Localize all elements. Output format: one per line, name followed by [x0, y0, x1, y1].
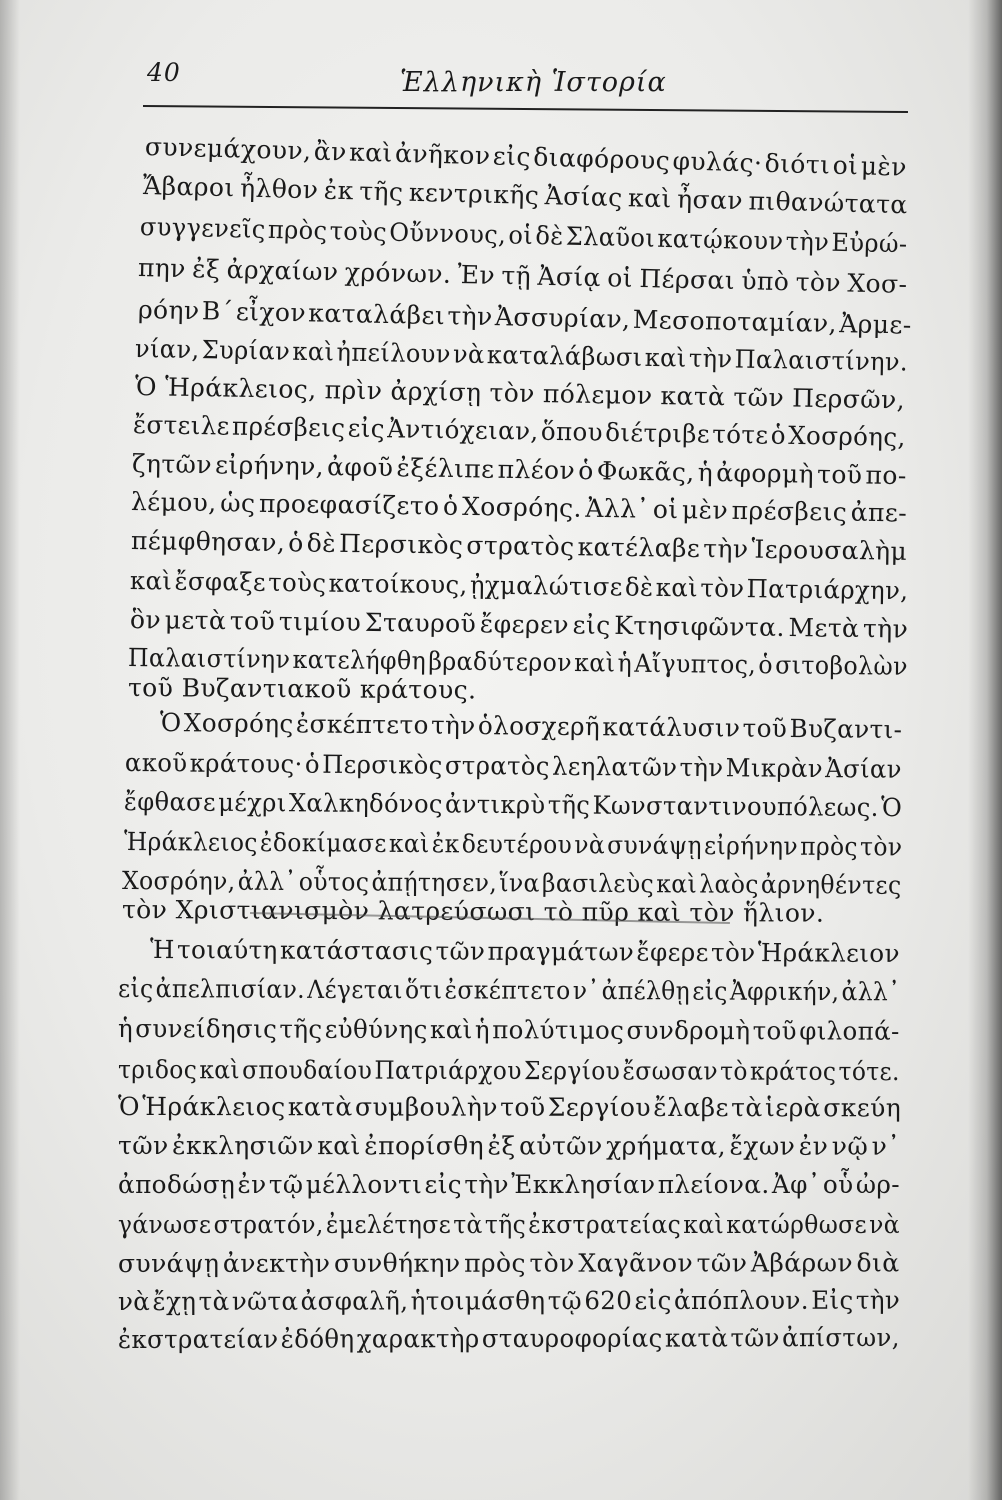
text-line: Ἡράκλειος ἐδοκίμασε καὶ ἐκ δευτέρου νὰ συνάψῃ εἰρήνην πρὸς τὸν: [123, 827, 903, 862]
text-line: νίαν, Συρίαν καὶ ἠπείλουν νὰ καταλάβωσι καὶ τὴν Παλαιστίνην.: [134, 334, 909, 377]
text-line: τὸν Χριστιανισμὸν λατρεύσωσι τὸ πῦρ καὶ τὸν ἥλιον.: [121, 895, 825, 928]
text-line: ἔφθασε μέχρι Χαλκηδόνος ἀντικρὺ τῆς Κωνσταντινουπόλεως. Ὁ: [123, 787, 903, 823]
text-line: ἡ συνείδησις τῆς εὐθύνης καὶ ἡ πολύτιμος συνδρομὴ τοῦ φιλοπά-: [117, 1014, 900, 1046]
text-line: ἐκστρατείαν ἐδόθη χαρακτὴρ σταυροφορίας κατὰ τῶν ἀπίστων,: [117, 1322, 900, 1354]
text-line: τῶν ἐκκλησιῶν καὶ ἐπορίσθη ἐξ αὐτῶν χρήματα, ἔχων ἐν νῷ ν᾽: [117, 1131, 901, 1161]
text-line: τοῦ Βυζαντιακοῦ κράτους.: [127, 673, 477, 705]
text-line: πέμφθησαν, ὁ δὲ Περσικὸς στρατὸς κατέλαβε τὴν Ἱερουσαλὴμ: [130, 526, 908, 566]
text-line: Ὁ Ἡράκλειος, πρὶν ἀρχίσῃ τὸν πόλεμον κατὰ τῶν Περσῶν,: [134, 372, 906, 415]
text-line: Ὁ Χοσρόης ἐσκέπτετο τὴν ὁλοσχερῆ κατάλυσιν τοῦ Βυζαντι-: [159, 708, 903, 745]
text-line: ζητῶν εἰρήνην, ἀφοῦ ἐξέλιπε πλέον ὁ Φωκᾶς, ἡ ἀφορμὴ τοῦ πο-: [131, 449, 907, 491]
text-line: νὰ ἔχῃ τὰ νῶτα ἀσφαλῆ, ἡτοιμάσθη τῷ 620 εἰς ἀπόπλουν. Εἰς τὴν: [117, 1285, 901, 1316]
text-line: ακοῦ κράτους· ὁ Περσικὸς στρατὸς λεηλατῶν τὴν Μικρὰν Ἀσίαν: [124, 748, 902, 784]
text-line: ἀποδώσῃ ἐν τῷ μέλλοντι εἰς τὴν Ἐκκλησίαν πλείονα. Ἀφ᾽ οὗ ὠρ-: [118, 1170, 900, 1199]
text-line: ρόην Β΄ εἶχον καταλάβει τὴν Ἀσσυρίαν, Μεσοποταμίαν, Ἀρμε-: [137, 295, 912, 340]
text-line: καὶ ἔσφαξε τοὺς κατοίκους, ᾐχμαλώτισε δὲ καὶ τὸν Πατριάρχην,: [129, 566, 909, 606]
running-title: Ἑλληνικὴ Ἱστορία: [400, 67, 667, 98]
text-line: Χοσρόην, ἀλλ᾽ οὗτος ἀπῄτησεν, ἵνα βασιλεὺς καὶ λαὸς ἀρνηθέντες: [121, 866, 902, 900]
page-number: 40: [147, 58, 181, 87]
text-line: τριδος καὶ σπουδαίου Πατριάρχου Σεργίου ἔσωσαν τὸ κράτος τότε.: [117, 1055, 900, 1087]
text-line: Παλαιστίνην κατελήφθη βραδύτερον καὶ ἡ Αἴγυπτος, ὁ σιτοβολὼν: [127, 643, 909, 681]
text-line: Ὁ Ἡράκλειος κατὰ συμβουλὴν τοῦ Σεργίου ἔλαβε τὰ ἱερὰ σκεύη: [117, 1092, 902, 1123]
text-line: γάνωσε στρατόν, ἐμελέτησε τὰ τῆς ἐκστρατείας καὶ κατώρθωσε νὰ: [118, 1210, 900, 1239]
text-line: εἰς ἀπελπισίαν. Λέγεται ὅτι ἐσκέπτετο ν᾽ ἀπέλθῃ εἰς Ἀφρικήν, ἀλλ᾽: [117, 974, 901, 1007]
text-line: συνάψῃ ἀνεκτὴν συνθήκην πρὸς τὸν Χαγᾶνον τῶν Ἀβάρων διὰ: [117, 1248, 900, 1278]
text-line: ὃν μετὰ τοῦ τιμίου Σταυροῦ ἔφερεν εἰς Κτησιφῶντα. Μετὰ τὴν: [129, 605, 909, 644]
text-line: πην ἐξ ἀρχαίων χρόνων. Ἐν τῇ Ἀσίᾳ οἱ Πέρσαι ὑπὸ τὸν Χοσ-: [137, 253, 908, 299]
text-line: λέμου, ὡς προεφασίζετο ὁ Χοσρόης. Ἀλλ᾽ οἱ μὲν πρέσβεις ἀπε-: [130, 487, 908, 528]
text-line: συνεμάχουν, ἂν καὶ ἀνῆκον εἰς διαφόρους φυλάς· διότι οἱ μὲν: [144, 132, 908, 182]
text-line: Ἡ τοιαύτη κατάστασις τῶν πραγμάτων ἔφερε τὸν Ἡράκλειον: [149, 935, 900, 968]
text-line: συγγενεῖς πρὸς τοὺς Οὔννους, οἱ δὲ Σλαῦοι κατῴκουν τὴν Εὐρώ-: [139, 212, 908, 259]
text-line: Ἄβαροι ἦλθον ἐκ τῆς κεντρικῆς Ἀσίας καὶ ἦσαν πιθανώτατα: [142, 171, 909, 220]
text-line: ἔστειλε πρέσβεις εἰς Ἀντιόχειαν, ὅπου διέτριβε τότε ὁ Χοσρόης,: [132, 410, 906, 452]
